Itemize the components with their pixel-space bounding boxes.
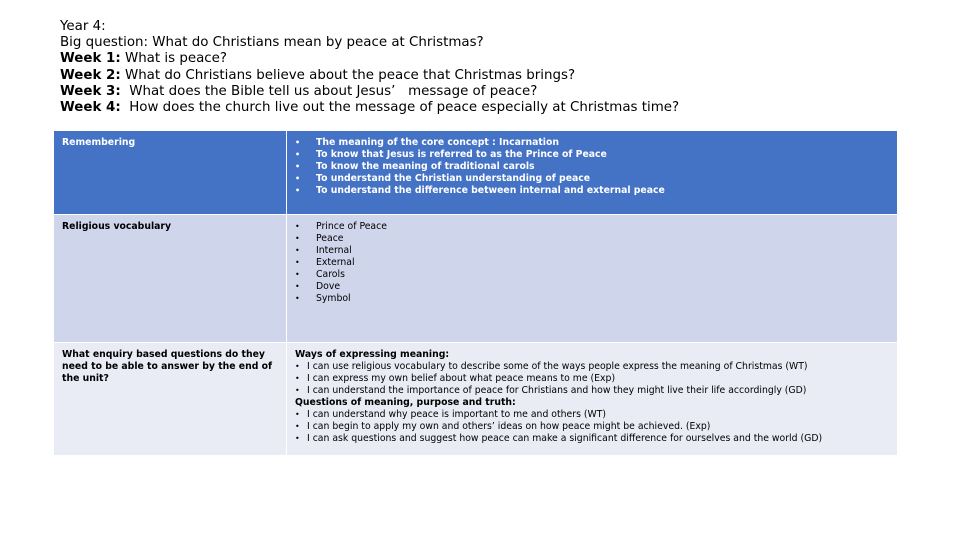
list-item-text: I can use religious vocabulary to describe some of the ways people express the meaning of Christmas (WT)	[307, 361, 808, 372]
row-label-cell	[54, 215, 287, 343]
week-text: How does the church live out the message of peace especially at Christmas time?	[120, 100, 680, 116]
enquiry-label: What enquiry based questions do they need to be able to answer by the end of the unit?	[62, 349, 273, 384]
week-line	[60, 68, 920, 84]
list-item-text: To understand the difference between internal and external peace	[316, 185, 665, 196]
list-item: • To know the meaning of traditional carols	[295, 161, 535, 172]
list-item-text: Peace	[316, 233, 344, 244]
year-line	[60, 19, 920, 35]
learning-table	[53, 130, 898, 456]
vocabulary-list	[295, 221, 889, 305]
list-item: • I can understand the importance of peace for Christians and how they might live their life accordingly (GD)	[295, 385, 807, 396]
list-item: • The meaning of the core concept : Incarnation	[295, 137, 559, 148]
list-item: • To understand the difference between internal and external peace	[295, 185, 665, 196]
week-label: Week 2:	[60, 67, 121, 83]
list-item: • Peace	[295, 233, 344, 244]
list-item-text: I can ask questions and suggest how peace can make a significant difference for ourselves and the world (GD)	[307, 433, 823, 444]
list-item: • I can ask questions and suggest how peace can make a significant difference for ourselves and the world (GD)	[295, 433, 823, 444]
lesson-header	[60, 19, 920, 116]
week-label: Week 4:	[60, 100, 121, 116]
list-item-text: To know the meaning of traditional carols	[316, 161, 535, 172]
table-row-remembering	[54, 131, 898, 215]
list-item-text: I can begin to apply my own and others’ ideas on how peace might be achieved. (Exp)	[307, 421, 711, 432]
vocabulary-label: Religious vocabulary	[62, 221, 172, 232]
list-item: • Dove	[295, 281, 341, 292]
list-item: • I can use religious vocabulary to describe some of the ways people express the meaning of Christmas (WT)	[295, 361, 808, 372]
list-item: • To understand the Christian understanding of peace	[295, 173, 591, 184]
list-item-text: Carols	[316, 269, 345, 280]
ways-heading: Ways of expressing meaning:	[295, 349, 450, 360]
list-item: • External	[295, 257, 355, 268]
list-item-text: External	[316, 257, 355, 268]
remembering-list	[295, 137, 889, 197]
remembering-label: Remembering	[62, 137, 136, 148]
big-question-label: Big question:	[60, 35, 149, 51]
questions-heading: Questions of meaning, purpose and truth:	[295, 397, 516, 408]
list-item: • I can understand why peace is important to me and others (WT)	[295, 409, 606, 420]
list-item-text: I can understand the importance of peace for Christians and how they might live their life accordingly (GD)	[307, 385, 807, 396]
list-item: • I can express my own belief about what peace means to me (Exp)	[295, 373, 616, 384]
table-row-enquiry	[54, 343, 898, 456]
week-text: What is peace?	[120, 51, 228, 67]
list-item-text: I can express my own belief about what peace means to me (Exp)	[307, 373, 616, 384]
row-content-cell	[287, 131, 898, 215]
row-content-cell	[287, 215, 898, 343]
table-row-vocabulary	[54, 215, 898, 343]
list-item: • To know that Jesus is referred to as the Prince of Peace	[295, 149, 607, 160]
row-label-cell	[54, 131, 287, 215]
week-label: Week 1:	[60, 51, 121, 67]
week-text: What does the Bible tell us about Jesus’ message of peace?	[120, 83, 538, 99]
big-question-line	[60, 35, 920, 51]
list-item-text: I can understand why peace is important to me and others (WT)	[307, 409, 606, 420]
list-item: • Internal	[295, 245, 352, 256]
list-item-text: To know that Jesus is referred to as the Prince of Peace	[316, 149, 607, 160]
list-item-text: Internal	[316, 245, 352, 256]
week-label: Week 3:	[60, 83, 121, 99]
list-item-text: Dove	[316, 281, 341, 292]
list-item: • Symbol	[295, 293, 351, 304]
ways-list	[295, 361, 889, 397]
questions-list	[295, 409, 889, 445]
list-item-text: To understand the Christian understanding of peace	[316, 173, 591, 184]
list-item: • Carols	[295, 269, 345, 280]
list-item-text: The meaning of the core concept : Incarnation	[316, 137, 559, 148]
row-label-cell	[54, 343, 287, 456]
list-item: • I can begin to apply my own and others’ ideas on how peace might be achieved. (Exp)	[295, 421, 711, 432]
week-text: What do Christians believe about the peace that Christmas brings?	[120, 67, 576, 83]
row-content-cell	[287, 343, 898, 456]
week-line	[60, 100, 920, 116]
list-item-text: Prince of Peace	[316, 221, 387, 232]
week-line	[60, 84, 920, 100]
week-line	[60, 51, 920, 67]
list-item: • Prince of Peace	[295, 221, 387, 232]
big-question-text: What do Christians mean by peace at Christmas?	[148, 35, 484, 51]
list-item-text: Symbol	[316, 293, 351, 304]
year-label: Year 4:	[60, 19, 106, 34]
